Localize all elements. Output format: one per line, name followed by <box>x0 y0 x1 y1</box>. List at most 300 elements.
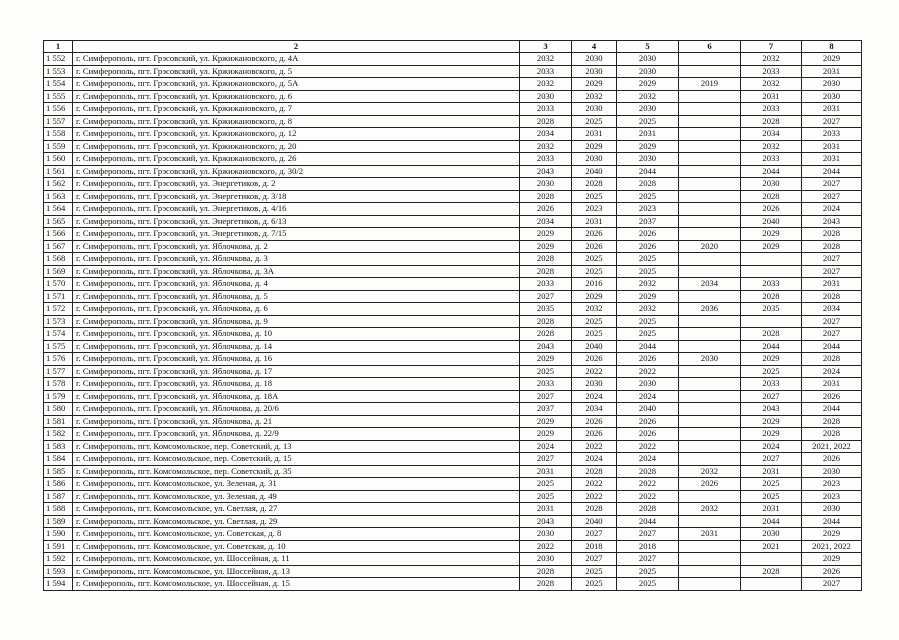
address-cell: г. Симферополь, пгт. Грэсовский, ул. Яблочкова, д. 18 <box>73 378 520 391</box>
row-number-cell: 1 557 <box>44 115 73 128</box>
col-7-year-cell: 2044 <box>741 515 802 528</box>
table-row <box>44 465 862 478</box>
col-3-year-cell: 2032 <box>520 140 572 153</box>
address-cell: г. Симферополь, пгт. Грэсовский, ул. Яблочкова, д. 22/9 <box>73 428 520 441</box>
col-3-year-cell: 2030 <box>520 553 572 566</box>
table-row <box>44 253 862 266</box>
table-row <box>44 328 862 341</box>
col-4-year-cell: 2034 <box>572 403 617 416</box>
col-3-year-cell: 2043 <box>520 340 572 353</box>
col-7-year-cell <box>741 253 802 266</box>
col-7-year-cell: 2030 <box>741 178 802 191</box>
row-number-cell: 1 566 <box>44 228 73 241</box>
col-4-year-cell: 2018 <box>572 540 617 553</box>
row-number-cell: 1 571 <box>44 290 73 303</box>
col-6-year-cell <box>679 115 741 128</box>
address-cell: г. Симферополь, пгт. Грэсовский, ул. Энергетиков, д. 3/18 <box>73 190 520 203</box>
address-cell: г. Симферополь, пгт. Комсомольское, ул. Советская, д. 10 <box>73 540 520 553</box>
col-5-year-cell: 2024 <box>617 390 679 403</box>
row-number-cell: 1 560 <box>44 153 73 166</box>
col-8-year-cell: 2028 <box>802 228 862 241</box>
col-4-year-cell: 2026 <box>572 428 617 441</box>
table-row <box>44 90 862 103</box>
col-5-year-cell: 2029 <box>617 290 679 303</box>
table-row <box>44 390 862 403</box>
col-7-year-cell: 2024 <box>741 440 802 453</box>
col-8-year-cell: 2029 <box>802 53 862 66</box>
col-5-year-cell: 2040 <box>617 403 679 416</box>
col-8-year-cell: 2027 <box>802 178 862 191</box>
address-cell: г. Симферополь, пгт. Комсомольское, ул. Советская, д. 8 <box>73 528 520 541</box>
col-4-year-cell: 2025 <box>572 328 617 341</box>
address-cell: г. Симферополь, пгт. Грэсовский, ул. Кржижановского, д. 30/2 <box>73 165 520 178</box>
table-row <box>44 378 862 391</box>
col-5-year-cell: 2044 <box>617 165 679 178</box>
col-4-year-cell: 2023 <box>572 203 617 216</box>
col-5-year-cell: 2028 <box>617 465 679 478</box>
document-sheet <box>43 40 861 591</box>
col-6-year-cell <box>679 578 741 591</box>
col-5-year-cell: 2026 <box>617 353 679 366</box>
col-6-year-cell <box>679 390 741 403</box>
address-cell: г. Симферополь, пгт. Грэсовский, ул. Яблочкова, д. 4 <box>73 278 520 291</box>
address-cell: г. Симферополь, пгт. Грэсовский, ул. Энергетиков, д. 7/15 <box>73 228 520 241</box>
row-number-cell: 1 581 <box>44 415 73 428</box>
row-number-cell: 1 576 <box>44 353 73 366</box>
address-cell: г. Симферополь, пгт. Комсомольское, пер. Советский, д. 35 <box>73 465 520 478</box>
col-7-year-cell <box>741 265 802 278</box>
row-number-cell: 1 578 <box>44 378 73 391</box>
row-number-cell: 1 553 <box>44 65 73 78</box>
col-3-year-cell: 2029 <box>520 415 572 428</box>
col-4-year-cell: 2040 <box>572 340 617 353</box>
col-8-year-cell: 2026 <box>802 453 862 466</box>
col-7-year-cell: 2025 <box>741 490 802 503</box>
col-5-year-cell: 2022 <box>617 490 679 503</box>
col-7-year-cell: 2033 <box>741 278 802 291</box>
col-3-year-cell: 2027 <box>520 290 572 303</box>
col-3-year-cell: 2032 <box>520 78 572 91</box>
col-3-year-cell: 2032 <box>520 53 572 66</box>
col-4-year-cell: 2025 <box>572 190 617 203</box>
col-4-year-cell: 2016 <box>572 278 617 291</box>
col-3-year-cell: 2043 <box>520 515 572 528</box>
address-cell: г. Симферополь, пгт. Грэсовский, ул. Яблочкова, д. 6 <box>73 303 520 316</box>
col-7-year-cell: 2044 <box>741 340 802 353</box>
col-7-year-cell: 2027 <box>741 453 802 466</box>
row-number-cell: 1 554 <box>44 78 73 91</box>
col-8-year-cell: 2028 <box>802 353 862 366</box>
row-number-cell: 1 565 <box>44 215 73 228</box>
table-row <box>44 440 862 453</box>
address-cell: г. Симферополь, пгт. Грэсовский, ул. Яблочкова, д. 3А <box>73 265 520 278</box>
col-8-year-cell: 2031 <box>802 378 862 391</box>
col-5-year-cell: 2025 <box>617 315 679 328</box>
column-header-3: 3 <box>520 41 572 53</box>
col-5-year-cell: 2018 <box>617 540 679 553</box>
col-8-year-cell: 2027 <box>802 253 862 266</box>
col-7-year-cell: 2035 <box>741 303 802 316</box>
col-7-year-cell: 2033 <box>741 103 802 116</box>
row-number-cell: 1 592 <box>44 553 73 566</box>
col-6-year-cell <box>679 290 741 303</box>
address-cell: г. Симферополь, пгт. Комсомольское, ул. Светлая, д. 27 <box>73 503 520 516</box>
col-3-year-cell: 2028 <box>520 328 572 341</box>
col-4-year-cell: 2029 <box>572 140 617 153</box>
table-row <box>44 303 862 316</box>
col-4-year-cell: 2026 <box>572 353 617 366</box>
col-6-year-cell <box>679 103 741 116</box>
col-5-year-cell: 2030 <box>617 378 679 391</box>
address-cell: г. Симферополь, пгт. Грэсовский, ул. Яблочкова, д. 5 <box>73 290 520 303</box>
col-4-year-cell: 2032 <box>572 90 617 103</box>
table-row <box>44 103 862 116</box>
col-4-year-cell: 2027 <box>572 528 617 541</box>
row-number-cell: 1 552 <box>44 53 73 66</box>
col-5-year-cell: 2029 <box>617 78 679 91</box>
col-8-year-cell: 2031 <box>802 65 862 78</box>
address-cell: г. Симферополь, пгт. Грэсовский, ул. Энергетиков, д. 6/13 <box>73 215 520 228</box>
col-7-year-cell: 2025 <box>741 478 802 491</box>
col-6-year-cell <box>679 428 741 441</box>
col-8-year-cell: 2033 <box>802 128 862 141</box>
col-5-year-cell: 2044 <box>617 515 679 528</box>
row-number-cell: 1 574 <box>44 328 73 341</box>
col-4-year-cell: 2040 <box>572 515 617 528</box>
col-4-year-cell: 2031 <box>572 215 617 228</box>
col-6-year-cell <box>679 315 741 328</box>
col-6-year-cell <box>679 565 741 578</box>
col-4-year-cell: 2028 <box>572 503 617 516</box>
col-6-year-cell <box>679 53 741 66</box>
col-6-year-cell <box>679 253 741 266</box>
row-number-cell: 1 579 <box>44 390 73 403</box>
address-cell: г. Симферополь, пгт. Комсомольское, пер. Советский, д. 13 <box>73 440 520 453</box>
address-cell: г. Симферополь, пгт. Грэсовский, ул. Яблочкова, д. 20/6 <box>73 403 520 416</box>
col-7-year-cell: 2025 <box>741 365 802 378</box>
col-4-year-cell: 2025 <box>572 253 617 266</box>
col-7-year-cell: 2032 <box>741 53 802 66</box>
col-5-year-cell: 2024 <box>617 453 679 466</box>
col-8-year-cell: 2023 <box>802 478 862 491</box>
table-row <box>44 540 862 553</box>
col-7-year-cell: 2032 <box>741 78 802 91</box>
col-8-year-cell: 2044 <box>802 340 862 353</box>
col-6-year-cell <box>679 65 741 78</box>
col-6-year-cell <box>679 178 741 191</box>
col-5-year-cell: 2022 <box>617 440 679 453</box>
address-cell: г. Симферополь, пгт. Грэсовский, ул. Яблочкова, д. 9 <box>73 315 520 328</box>
row-number-cell: 1 585 <box>44 465 73 478</box>
table-row <box>44 428 862 441</box>
col-5-year-cell: 2031 <box>617 128 679 141</box>
col-8-year-cell: 2030 <box>802 465 862 478</box>
col-3-year-cell: 2028 <box>520 265 572 278</box>
col-5-year-cell: 2030 <box>617 53 679 66</box>
col-8-year-cell: 2027 <box>802 328 862 341</box>
row-number-cell: 1 577 <box>44 365 73 378</box>
table-row <box>44 478 862 491</box>
row-number-cell: 1 562 <box>44 178 73 191</box>
col-3-year-cell: 2022 <box>520 540 572 553</box>
address-cell: г. Симферополь, пгт. Комсомольское, ул. Светлая, д. 29 <box>73 515 520 528</box>
col-5-year-cell: 2026 <box>617 415 679 428</box>
table-row <box>44 178 862 191</box>
col-8-year-cell: 2031 <box>802 278 862 291</box>
address-cell: г. Симферополь, пгт. Комсомольское, ул. Зеленая, д. 49 <box>73 490 520 503</box>
col-3-year-cell: 2030 <box>520 90 572 103</box>
table-row <box>44 53 862 66</box>
col-8-year-cell: 2028 <box>802 240 862 253</box>
row-number-cell: 1 573 <box>44 315 73 328</box>
col-8-year-cell: 2028 <box>802 290 862 303</box>
col-5-year-cell: 2044 <box>617 340 679 353</box>
row-number-cell: 1 558 <box>44 128 73 141</box>
table-row <box>44 528 862 541</box>
col-6-year-cell <box>679 190 741 203</box>
col-7-year-cell: 2033 <box>741 378 802 391</box>
col-5-year-cell: 2032 <box>617 303 679 316</box>
row-number-cell: 1 582 <box>44 428 73 441</box>
table-row <box>44 265 862 278</box>
row-number-cell: 1 594 <box>44 578 73 591</box>
col-6-year-cell <box>679 340 741 353</box>
column-header-7: 7 <box>741 41 802 53</box>
table-row <box>44 65 862 78</box>
address-cell: г. Симферополь, пгт. Грэсовский, ул. Яблочкова, д. 17 <box>73 365 520 378</box>
col-7-year-cell: 2029 <box>741 353 802 366</box>
col-4-year-cell: 2026 <box>572 415 617 428</box>
address-cell: г. Симферополь, пгт. Грэсовский, ул. Яблочкова, д. 18А <box>73 390 520 403</box>
address-cell: г. Симферополь, пгт. Комсомольское, ул. Шоссейная, д. 11 <box>73 553 520 566</box>
column-header-8: 8 <box>802 41 862 53</box>
row-number-cell: 1 586 <box>44 478 73 491</box>
column-header-5: 5 <box>617 41 679 53</box>
col-6-year-cell: 2032 <box>679 503 741 516</box>
row-number-cell: 1 587 <box>44 490 73 503</box>
col-8-year-cell: 2027 <box>802 190 862 203</box>
table-row <box>44 515 862 528</box>
col-5-year-cell: 2028 <box>617 178 679 191</box>
col-7-year-cell: 2031 <box>741 465 802 478</box>
table-header-row <box>44 41 862 53</box>
col-8-year-cell: 2034 <box>802 303 862 316</box>
col-4-year-cell: 2022 <box>572 365 617 378</box>
table-row <box>44 140 862 153</box>
col-4-year-cell: 2040 <box>572 165 617 178</box>
col-6-year-cell: 2030 <box>679 353 741 366</box>
col-5-year-cell: 2025 <box>617 115 679 128</box>
row-number-cell: 1 589 <box>44 515 73 528</box>
col-7-year-cell: 2044 <box>741 165 802 178</box>
col-8-year-cell: 2031 <box>802 140 862 153</box>
col-4-year-cell: 2029 <box>572 290 617 303</box>
col-4-year-cell: 2026 <box>572 228 617 241</box>
address-cell: г. Симферополь, пгт. Грэсовский, ул. Яблочкова, д. 3 <box>73 253 520 266</box>
col-4-year-cell: 2029 <box>572 78 617 91</box>
row-number-cell: 1 563 <box>44 190 73 203</box>
col-3-year-cell: 2025 <box>520 490 572 503</box>
col-4-year-cell: 2025 <box>572 265 617 278</box>
col-7-year-cell: 2026 <box>741 203 802 216</box>
col-6-year-cell <box>679 165 741 178</box>
col-8-year-cell: 2021, 2022 <box>802 540 862 553</box>
col-4-year-cell: 2031 <box>572 128 617 141</box>
address-cell: г. Симферополь, пгт. Грэсовский, ул. Кржижановского, д. 7 <box>73 103 520 116</box>
col-3-year-cell: 2033 <box>520 378 572 391</box>
table-row <box>44 415 862 428</box>
col-8-year-cell: 2028 <box>802 415 862 428</box>
column-header-6: 6 <box>679 41 741 53</box>
col-8-year-cell: 2027 <box>802 578 862 591</box>
col-6-year-cell <box>679 403 741 416</box>
col-5-year-cell: 2025 <box>617 190 679 203</box>
col-8-year-cell: 2030 <box>802 78 862 91</box>
col-3-year-cell: 2037 <box>520 403 572 416</box>
address-cell: г. Симферополь, пгт. Грэсовский, ул. Кржижановского, д. 6 <box>73 90 520 103</box>
col-3-year-cell: 2031 <box>520 465 572 478</box>
col-7-year-cell: 2031 <box>741 90 802 103</box>
address-cell: г. Симферополь, пгт. Грэсовский, ул. Кржижановского, д. 8 <box>73 115 520 128</box>
col-4-year-cell: 2030 <box>572 65 617 78</box>
column-header-2: 2 <box>73 41 520 53</box>
address-cell: г. Симферополь, пгт. Грэсовский, ул. Кржижановского, д. 4А <box>73 53 520 66</box>
table-row <box>44 578 862 591</box>
table-row <box>44 290 862 303</box>
col-5-year-cell: 2032 <box>617 90 679 103</box>
row-number-cell: 1 583 <box>44 440 73 453</box>
col-8-year-cell: 2031 <box>802 103 862 116</box>
table-row <box>44 353 862 366</box>
col-7-year-cell <box>741 315 802 328</box>
col-8-year-cell: 2023 <box>802 490 862 503</box>
col-8-year-cell: 2031 <box>802 153 862 166</box>
col-3-year-cell: 2025 <box>520 365 572 378</box>
col-6-year-cell <box>679 328 741 341</box>
table-row <box>44 278 862 291</box>
table-row <box>44 503 862 516</box>
table-row <box>44 365 862 378</box>
col-6-year-cell <box>679 415 741 428</box>
address-cell: г. Симферополь, пгт. Грэсовский, ул. Яблочкова, д. 10 <box>73 328 520 341</box>
col-3-year-cell: 2028 <box>520 115 572 128</box>
col-4-year-cell: 2022 <box>572 490 617 503</box>
col-6-year-cell <box>679 440 741 453</box>
row-number-cell: 1 591 <box>44 540 73 553</box>
col-3-year-cell: 2029 <box>520 353 572 366</box>
col-8-year-cell: 2021, 2022 <box>802 440 862 453</box>
col-7-year-cell <box>741 553 802 566</box>
col-4-year-cell: 2028 <box>572 178 617 191</box>
col-7-year-cell: 2028 <box>741 565 802 578</box>
address-cell: г. Симферополь, пгт. Грэсовский, ул. Энергетиков, д. 4/16 <box>73 203 520 216</box>
address-cell: г. Симферополь, пгт. Грэсовский, ул. Кржижановского, д. 5А <box>73 78 520 91</box>
row-number-cell: 1 588 <box>44 503 73 516</box>
col-6-year-cell <box>679 215 741 228</box>
table-body <box>44 53 862 591</box>
col-6-year-cell: 2026 <box>679 478 741 491</box>
col-8-year-cell: 2043 <box>802 215 862 228</box>
col-3-year-cell: 2028 <box>520 315 572 328</box>
table-row <box>44 190 862 203</box>
col-7-year-cell: 2029 <box>741 240 802 253</box>
col-3-year-cell: 2026 <box>520 203 572 216</box>
col-6-year-cell <box>679 378 741 391</box>
table-row <box>44 240 862 253</box>
col-4-year-cell: 2030 <box>572 53 617 66</box>
col-8-year-cell: 2030 <box>802 90 862 103</box>
col-3-year-cell: 2031 <box>520 503 572 516</box>
col-5-year-cell: 2025 <box>617 265 679 278</box>
col-7-year-cell: 2034 <box>741 128 802 141</box>
col-5-year-cell: 2032 <box>617 278 679 291</box>
col-6-year-cell: 2034 <box>679 278 741 291</box>
col-4-year-cell: 2025 <box>572 315 617 328</box>
col-7-year-cell: 2033 <box>741 153 802 166</box>
col-6-year-cell <box>679 265 741 278</box>
col-8-year-cell: 2030 <box>802 503 862 516</box>
col-3-year-cell: 2033 <box>520 278 572 291</box>
col-6-year-cell <box>679 553 741 566</box>
col-4-year-cell: 2028 <box>572 465 617 478</box>
col-5-year-cell: 2030 <box>617 65 679 78</box>
row-number-cell: 1 556 <box>44 103 73 116</box>
col-4-year-cell: 2025 <box>572 578 617 591</box>
row-number-cell: 1 580 <box>44 403 73 416</box>
col-5-year-cell: 2027 <box>617 553 679 566</box>
table-row <box>44 403 862 416</box>
col-6-year-cell <box>679 128 741 141</box>
col-7-year-cell: 2027 <box>741 390 802 403</box>
col-7-year-cell: 2021 <box>741 540 802 553</box>
col-8-year-cell: 2027 <box>802 315 862 328</box>
col-4-year-cell: 2030 <box>572 378 617 391</box>
address-cell: г. Симферополь, пгт. Комсомольское, ул. Шоссейная, д. 13 <box>73 565 520 578</box>
row-number-cell: 1 568 <box>44 253 73 266</box>
col-5-year-cell: 2026 <box>617 228 679 241</box>
row-number-cell: 1 564 <box>44 203 73 216</box>
col-5-year-cell: 2026 <box>617 428 679 441</box>
col-3-year-cell: 2029 <box>520 428 572 441</box>
col-4-year-cell: 2030 <box>572 103 617 116</box>
col-7-year-cell: 2028 <box>741 290 802 303</box>
col-5-year-cell: 2030 <box>617 153 679 166</box>
address-cell: г. Симферополь, пгт. Комсомольское, ул. Зеленая, д. 31 <box>73 478 520 491</box>
col-6-year-cell <box>679 453 741 466</box>
col-6-year-cell <box>679 490 741 503</box>
col-8-year-cell: 2027 <box>802 265 862 278</box>
col-3-year-cell: 2033 <box>520 65 572 78</box>
col-3-year-cell: 2035 <box>520 303 572 316</box>
row-number-cell: 1 575 <box>44 340 73 353</box>
col-6-year-cell <box>679 515 741 528</box>
col-3-year-cell: 2025 <box>520 478 572 491</box>
col-6-year-cell <box>679 203 741 216</box>
col-3-year-cell: 2030 <box>520 528 572 541</box>
col-5-year-cell: 2025 <box>617 328 679 341</box>
col-7-year-cell: 2029 <box>741 415 802 428</box>
col-3-year-cell: 2029 <box>520 228 572 241</box>
col-4-year-cell: 2022 <box>572 440 617 453</box>
col-3-year-cell: 2027 <box>520 453 572 466</box>
row-number-cell: 1 555 <box>44 90 73 103</box>
col-6-year-cell <box>679 228 741 241</box>
column-header-1: 1 <box>44 41 73 53</box>
col-6-year-cell <box>679 140 741 153</box>
col-3-year-cell: 2024 <box>520 440 572 453</box>
table-row <box>44 153 862 166</box>
col-5-year-cell: 2030 <box>617 103 679 116</box>
